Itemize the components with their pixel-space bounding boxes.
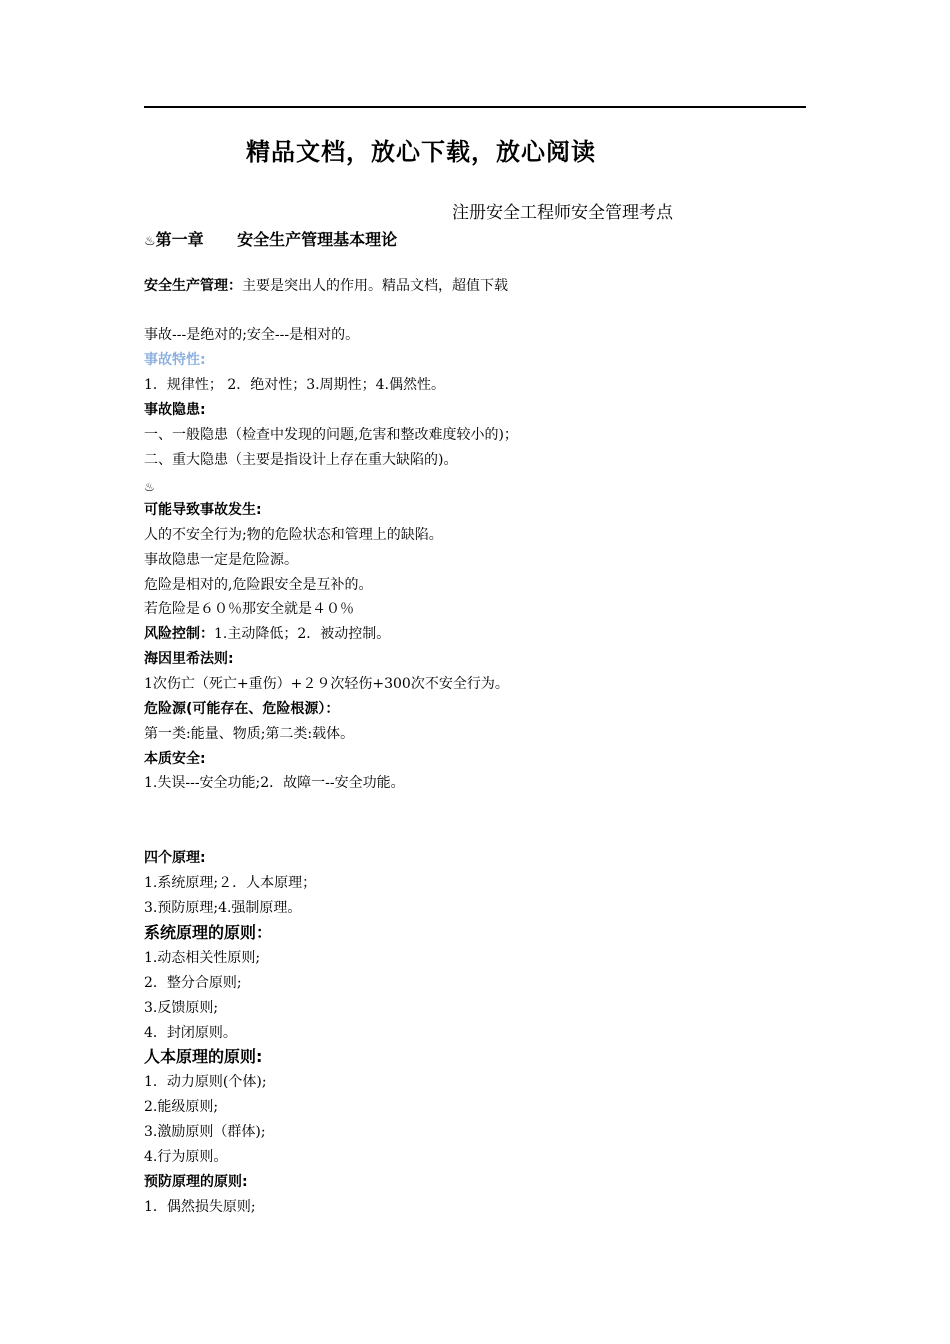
- text-line: 1.动态相关性原则;: [144, 950, 261, 966]
- section-label: 事故特性:: [144, 352, 206, 368]
- chapter-heading: [144, 227, 397, 250]
- text-line: 1.系统原理;２．人本原理；: [144, 875, 317, 891]
- section-heading: 人本原理的原则:: [144, 1047, 263, 1066]
- text-line: 1.失误---安全功能;2．故障一--安全功能。: [144, 775, 405, 791]
- text-line: 1．动力原则(个体);: [144, 1074, 267, 1090]
- chapter-number: 第一章: [155, 230, 204, 249]
- risk-paragraph: [144, 625, 390, 643]
- text-line: 若危险是６０％那安全就是４０％: [144, 601, 354, 617]
- text-line: 1次伤亡（死亡+重伤）+２９次轻伤+300次不安全行为。: [144, 676, 509, 692]
- mark-icon: ♨: [144, 480, 155, 494]
- intro-label: 安全生产管理：: [144, 278, 242, 294]
- text-line: 4．封闭原则。: [144, 1025, 237, 1041]
- section-label: 本质安全:: [144, 751, 206, 767]
- header-rule: [144, 106, 806, 108]
- text-line: 一、一般隐患（检查中发现的问题,危害和整改难度较小的)；: [144, 427, 518, 443]
- intro-paragraph: [144, 277, 508, 295]
- chapter-mark-icon: ♨: [144, 234, 156, 249]
- section-label: 可能导致事故发生:: [144, 502, 262, 518]
- section-label: 海因里希法则:: [144, 651, 234, 667]
- text-line: 2．整分合原则;: [144, 975, 242, 991]
- text-line: 4.行为原则。: [144, 1149, 228, 1165]
- section-label: 预防原理的原则:: [144, 1174, 248, 1190]
- text-line: 3.激励原则（群体);: [144, 1124, 266, 1140]
- section-label: 事故隐患:: [144, 402, 206, 418]
- text-line: 1．偶然损失原则;: [144, 1199, 256, 1215]
- section-label: 四个原理:: [144, 850, 206, 866]
- text-line: 二、重大隐患（主要是指设计上存在重大缺陷的)。: [144, 452, 458, 468]
- text-line: 3.预防原理;4.强制原理。: [144, 900, 302, 916]
- risk-text: 1.主动降低；2．被动控制。: [214, 626, 391, 642]
- text-line: 3.反馈原则;: [144, 1000, 219, 1016]
- document-subtitle: 注册安全工程师安全管理考点: [452, 203, 673, 223]
- text-line: 1．规律性； 2．绝对性；3.周期性；4.偶然性。: [144, 377, 445, 393]
- text-line: 事故---是绝对的;安全---是相对的。: [144, 327, 360, 343]
- text-line: 第一类:能量、物质;第二类:载体。: [144, 726, 355, 742]
- risk-label: 风险控制：: [144, 626, 214, 642]
- section-heading: 系统原理的原则：: [144, 923, 273, 942]
- text-line: 2.能级原则;: [144, 1099, 219, 1115]
- chapter-title: 安全生产管理基本理论: [237, 230, 398, 249]
- text-line: 事故隐患一定是危险源。: [144, 552, 298, 568]
- intro-text: 主要是突出人的作用。精品文档，超值下载: [242, 278, 508, 294]
- banner-title: 精品文档，放心下载，放心阅读: [246, 138, 596, 166]
- section-label: 危险源(可能存在、危险根源）：: [144, 701, 340, 717]
- text-line: 危险是相对的,危险跟安全是互补的。: [144, 577, 373, 593]
- text-line: 人的不安全行为;物的危险状态和管理上的缺陷。: [144, 527, 443, 543]
